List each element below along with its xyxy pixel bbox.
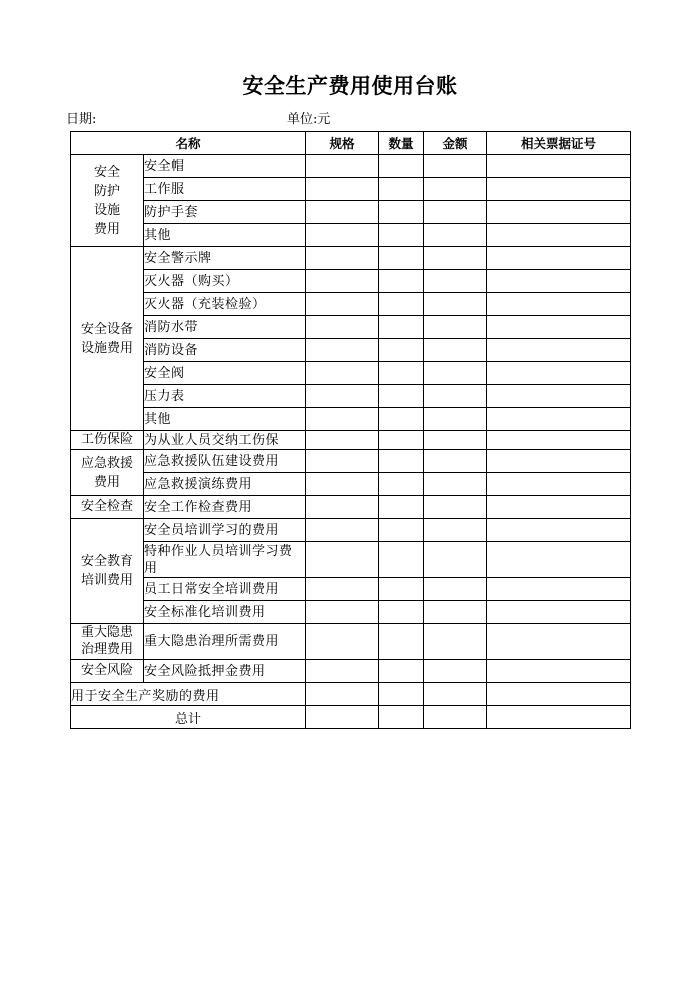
amount-cell[interactable] [424,178,487,201]
amount-cell[interactable] [424,660,487,683]
table-row [71,542,631,578]
amount-cell[interactable] [424,601,487,624]
item-cell: 安全标准化培训费用 [144,601,306,624]
table-row [71,178,631,201]
category-cell [71,519,144,624]
spec-cell[interactable] [306,683,379,706]
receipt-cell[interactable] [487,450,631,473]
receipt-cell[interactable] [487,178,631,201]
qty-cell[interactable] [379,683,424,706]
category-label: 安全教育培训费用 [80,554,133,588]
receipt-cell[interactable] [487,431,631,450]
item-cell: 应急救援队伍建设费用 [144,450,306,473]
amount-cell[interactable] [424,201,487,224]
header-qty: 数量 [379,132,424,155]
qty-cell[interactable] [379,178,424,201]
table-row [71,155,631,178]
amount-cell[interactable] [424,450,487,473]
receipt-cell[interactable] [487,201,631,224]
table-row [71,496,631,519]
receipt-cell[interactable] [487,519,631,542]
spec-cell[interactable] [306,385,379,408]
table-row [71,450,631,473]
category-cell [71,155,144,247]
item-cell: 安全帽 [144,155,306,178]
spec-cell[interactable] [306,270,379,293]
table-row [71,316,631,339]
category-label: 重大隐患治理费用 [80,625,133,657]
table-row [71,624,631,660]
category-label: 应急救援费用 [80,455,133,490]
qty-cell[interactable] [379,155,424,178]
spec-cell[interactable] [306,362,379,385]
amount-cell[interactable] [424,247,487,270]
header-name: 名称 [71,132,306,155]
item-cell: 特种作业人员培训学习费用 [144,542,306,578]
item-cell: 安全阀 [144,362,306,385]
spec-cell[interactable] [306,339,379,362]
item-cell: 工作服 [144,178,306,201]
item-cell: 灭火器（充装检验） [144,293,306,316]
receipt-cell[interactable] [487,270,631,293]
table-row [71,408,631,431]
amount-cell[interactable] [424,519,487,542]
receipt-cell[interactable] [487,578,631,601]
spec-cell[interactable] [306,473,379,496]
header-row [71,132,631,155]
category-label: 安全设备设施费用 [80,321,133,356]
item-cell: 安全风险抵押金费用 [144,660,306,683]
receipt-cell[interactable] [487,316,631,339]
receipt-cell[interactable] [487,385,631,408]
spec-cell[interactable] [306,706,379,729]
category-label: 安全防护设施费用 [93,164,120,237]
table-row [71,473,631,496]
category-cell: 安全风险 [71,660,144,683]
item-cell: 其他 [144,408,306,431]
spec-cell[interactable] [306,542,379,578]
amount-cell[interactable] [424,155,487,178]
spec-cell[interactable] [306,519,379,542]
table-row [71,683,631,706]
header-amount: 金额 [424,132,487,155]
qty-cell[interactable] [379,247,424,270]
receipt-cell[interactable] [487,155,631,178]
spec-cell[interactable] [306,496,379,519]
table-row [71,224,631,247]
document-title: 安全生产费用使用台账 [242,73,458,98]
category-cell [71,450,144,496]
date-label: 日期: [66,112,97,127]
qty-cell[interactable] [379,431,424,450]
amount-cell[interactable] [424,316,487,339]
receipt-cell[interactable] [487,496,631,519]
qty-cell[interactable] [379,450,424,473]
amount-cell[interactable] [424,683,487,706]
table-row [71,270,631,293]
total-label: 总计 [71,706,306,729]
table-row [71,362,631,385]
category-cell: 工伤保险 [71,431,144,450]
amount-cell[interactable] [424,385,487,408]
table-row [71,201,631,224]
receipt-cell[interactable] [487,683,631,706]
qty-cell[interactable] [379,408,424,431]
item-cell: 安全工作检查费用 [144,496,306,519]
amount-cell[interactable] [424,542,487,578]
receipt-cell[interactable] [487,624,631,660]
receipt-cell[interactable] [487,660,631,683]
spec-cell[interactable] [306,201,379,224]
item-cell: 灭火器（购买） [144,270,306,293]
table-row [71,601,631,624]
spec-cell[interactable] [306,247,379,270]
category-cell [71,624,144,660]
receipt-cell[interactable] [487,473,631,496]
qty-cell[interactable] [379,362,424,385]
table-row [71,660,631,683]
receipt-cell[interactable] [487,706,631,729]
receipt-cell[interactable] [487,362,631,385]
spec-cell[interactable] [306,178,379,201]
qty-cell[interactable] [379,293,424,316]
spec-cell[interactable] [306,155,379,178]
receipt-cell[interactable] [487,542,631,578]
spec-cell[interactable] [306,316,379,339]
item-cell: 员工日常安全培训费用 [144,578,306,601]
item-cell: 压力表 [144,385,306,408]
spec-cell[interactable] [306,293,379,316]
amount-cell[interactable] [424,624,487,660]
spec-cell[interactable] [306,660,379,683]
amount-cell[interactable] [424,293,487,316]
item-cell: 为从业人员交纳工伤保 [144,431,306,450]
category-cell: 安全检查 [71,496,144,519]
item-cell: 消防设备 [144,339,306,362]
qty-cell[interactable] [379,339,424,362]
qty-cell[interactable] [379,316,424,339]
receipt-cell[interactable] [487,293,631,316]
table-row [71,431,631,450]
header-spec: 规格 [306,132,379,155]
item-cell: 重大隐患治理所需费用 [144,624,306,660]
total-row [71,706,631,729]
item-cell: 消防水带 [144,316,306,339]
receipt-cell[interactable] [487,601,631,624]
category-cell [71,247,144,431]
qty-cell[interactable] [379,473,424,496]
amount-cell[interactable] [424,408,487,431]
qty-cell[interactable] [379,624,424,660]
qty-cell[interactable] [379,270,424,293]
amount-cell[interactable] [424,339,487,362]
qty-cell[interactable] [379,385,424,408]
amount-cell[interactable] [424,362,487,385]
amount-cell[interactable] [424,224,487,247]
receipt-cell[interactable] [487,247,631,270]
item-cell: 应急救援演练费用 [144,473,306,496]
spec-cell[interactable] [306,408,379,431]
table-row [71,293,631,316]
amount-cell[interactable] [424,431,487,450]
expense-ledger-table [70,131,631,729]
header-receipt: 相关票据证号 [487,132,631,155]
qty-cell[interactable] [379,224,424,247]
qty-cell[interactable] [379,496,424,519]
amount-cell[interactable] [424,270,487,293]
amount-cell[interactable] [424,706,487,729]
amount-cell[interactable] [424,578,487,601]
table-row [71,578,631,601]
spec-cell[interactable] [306,224,379,247]
spec-cell[interactable] [306,431,379,450]
receipt-cell[interactable] [487,408,631,431]
reward-row-label: 用于安全生产奖励的费用 [71,683,306,706]
item-cell: 防护手套 [144,201,306,224]
spec-cell[interactable] [306,450,379,473]
table-row [71,519,631,542]
qty-cell[interactable] [379,706,424,729]
amount-cell[interactable] [424,496,487,519]
table-row [71,339,631,362]
spec-cell[interactable] [306,624,379,660]
qty-cell[interactable] [379,578,424,601]
spec-cell[interactable] [306,578,379,601]
qty-cell[interactable] [379,660,424,683]
table-row [71,247,631,270]
spec-cell[interactable] [306,601,379,624]
unit-label: 单位:元 [287,112,331,127]
receipt-cell[interactable] [487,339,631,362]
receipt-cell[interactable] [487,224,631,247]
qty-cell[interactable] [379,201,424,224]
table-row [71,385,631,408]
qty-cell[interactable] [379,542,424,578]
item-cell: 其他 [144,224,306,247]
qty-cell[interactable] [379,601,424,624]
qty-cell[interactable] [379,519,424,542]
item-cell: 安全员培训学习的费用 [144,519,306,542]
item-cell: 安全警示牌 [144,247,306,270]
amount-cell[interactable] [424,473,487,496]
